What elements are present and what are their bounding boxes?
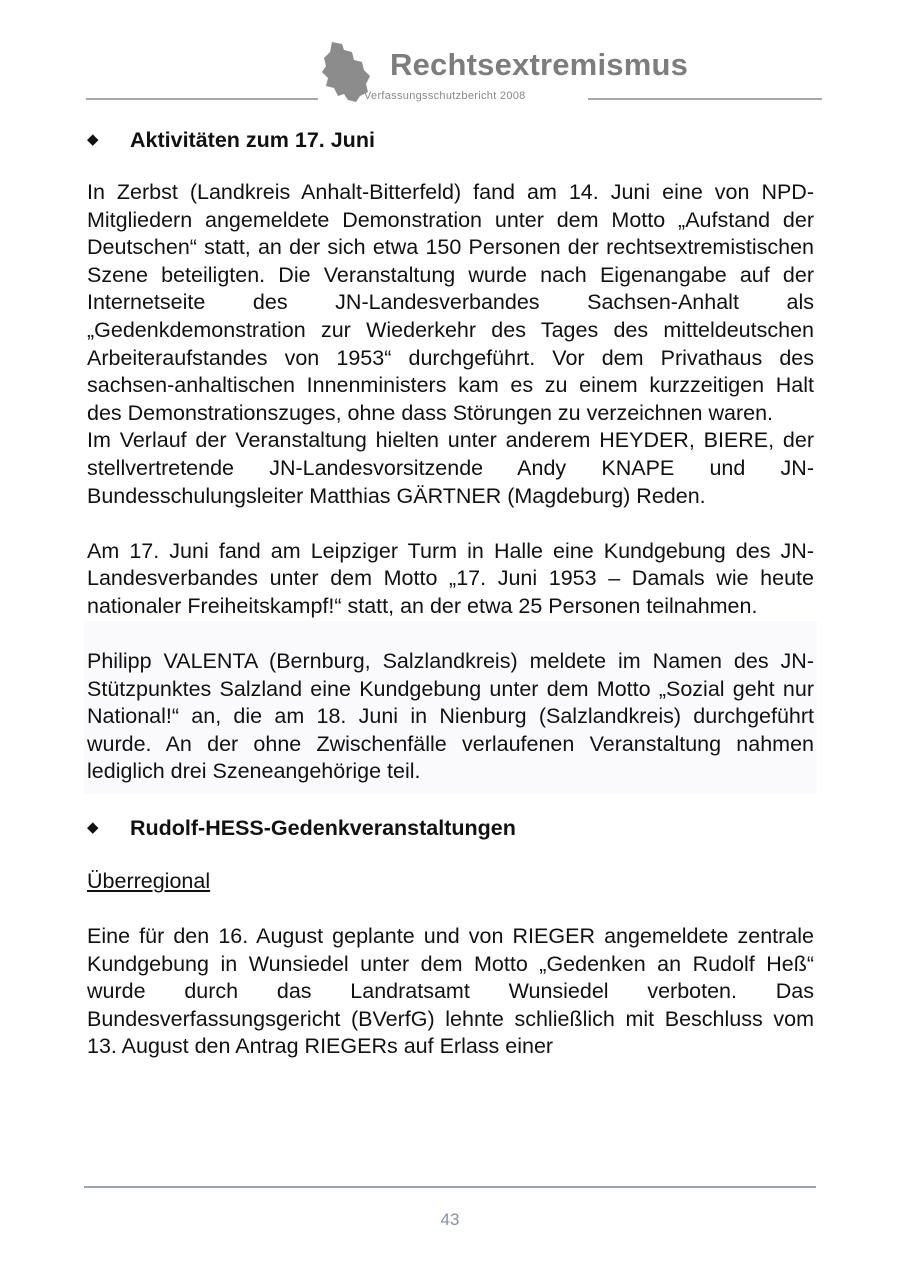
diamond-bullet-icon: ◆ bbox=[87, 819, 99, 837]
paragraph: Philipp VALENTA (Bernburg, Salzlandkreis) meldete im Namen des JN-Stützpunktes Salzland eine Kundgebung unter dem Motto „Sozial geht nur National!“ an, die am 18. Juni in Nienburg (Salzlandkreis) durchgeführt wurde. An der ohne Zwischenfälle verlaufenen Veranstaltung nahmen lediglich drei Szeneangehörige teil. bbox=[87, 649, 814, 784]
paragraph: In Zerbst (Landkreis Anhalt-Bitterfeld) fand am 14. Juni eine von NPD-Mitgliedern angemeldete Demonstration unter dem Motto „Aufstand der Deutschen“ statt, an der sich etwa 150 Personen der rechtsextremistischen Szene beteiligten. Die Veranstaltung wurde nach Eigenangabe auf der Internetseite des JN-Landesverbandes Sachsen-Anhalt als „Gedenkdemonstration zur Wiederkehr des Tages des mitteldeutschen Arbeiteraufstandes von 1953“ durchgeführt. Vor dem Privathaus des sachsen-anhaltischen Innenministers kam es zu einem kurzzeitigen Halt des Demonstrationszuges, ohne dass Störungen zu verzeichnen waren. bbox=[87, 180, 814, 425]
header-rule-right bbox=[588, 98, 822, 100]
page-header bbox=[0, 0, 900, 110]
footer-rule bbox=[84, 1186, 816, 1188]
paragraph: Im Verlauf der Veranstaltung hielten unter anderem HEYDER, BIERE, der stellvertretende JN-Landesvorsitzende Andy KNAPE und JN-Bundesschulungsleiter Matthias GÄRTNER (Magdeburg) Reden. bbox=[87, 428, 814, 508]
section-heading-text: Rudolf-HESS-Gedenkveranstaltungen bbox=[130, 816, 516, 841]
header-subtitle: Verfassungsschutzbericht 2008 bbox=[364, 90, 526, 102]
diamond-bullet-icon: ◆ bbox=[87, 131, 99, 148]
subheading-ueberregional: Überregional bbox=[87, 869, 211, 894]
paragraph: Eine für den 16. August geplante und von RIEGER angemeldete zentrale Kundgebung in Wunsiedel unter dem Motto „Gedenken an Rudolf Heß“ wurde durch das Landratsamt Wunsiedel verboten. Das Bundesverfassungsgericht (BVerfG) lehnte schließlich mit Beschluss vom 13. August den Antrag RIEGERs auf Erlass einer bbox=[87, 924, 814, 1059]
section-heading-text: Aktivitäten zum 17. Juni bbox=[130, 128, 375, 152]
header-rule-left bbox=[86, 98, 318, 100]
shaded-block bbox=[84, 621, 817, 795]
section-heading-hess bbox=[87, 812, 814, 844]
paragraph: Am 17. Juni fand am Leipziger Turm in Halle eine Kundgebung des JN-Landesverbandes unter dem Motto „17. Juni 1953 – Damals wie heute nationaler Freiheitskampf!“ statt, an der etwa 25 Personen teilnahmen. bbox=[87, 538, 814, 618]
header-title: Rechtsextremismus bbox=[390, 47, 689, 82]
page-number: 43 bbox=[440, 1210, 460, 1229]
page-content bbox=[87, 124, 814, 1061]
section-heading-juni bbox=[87, 124, 814, 156]
